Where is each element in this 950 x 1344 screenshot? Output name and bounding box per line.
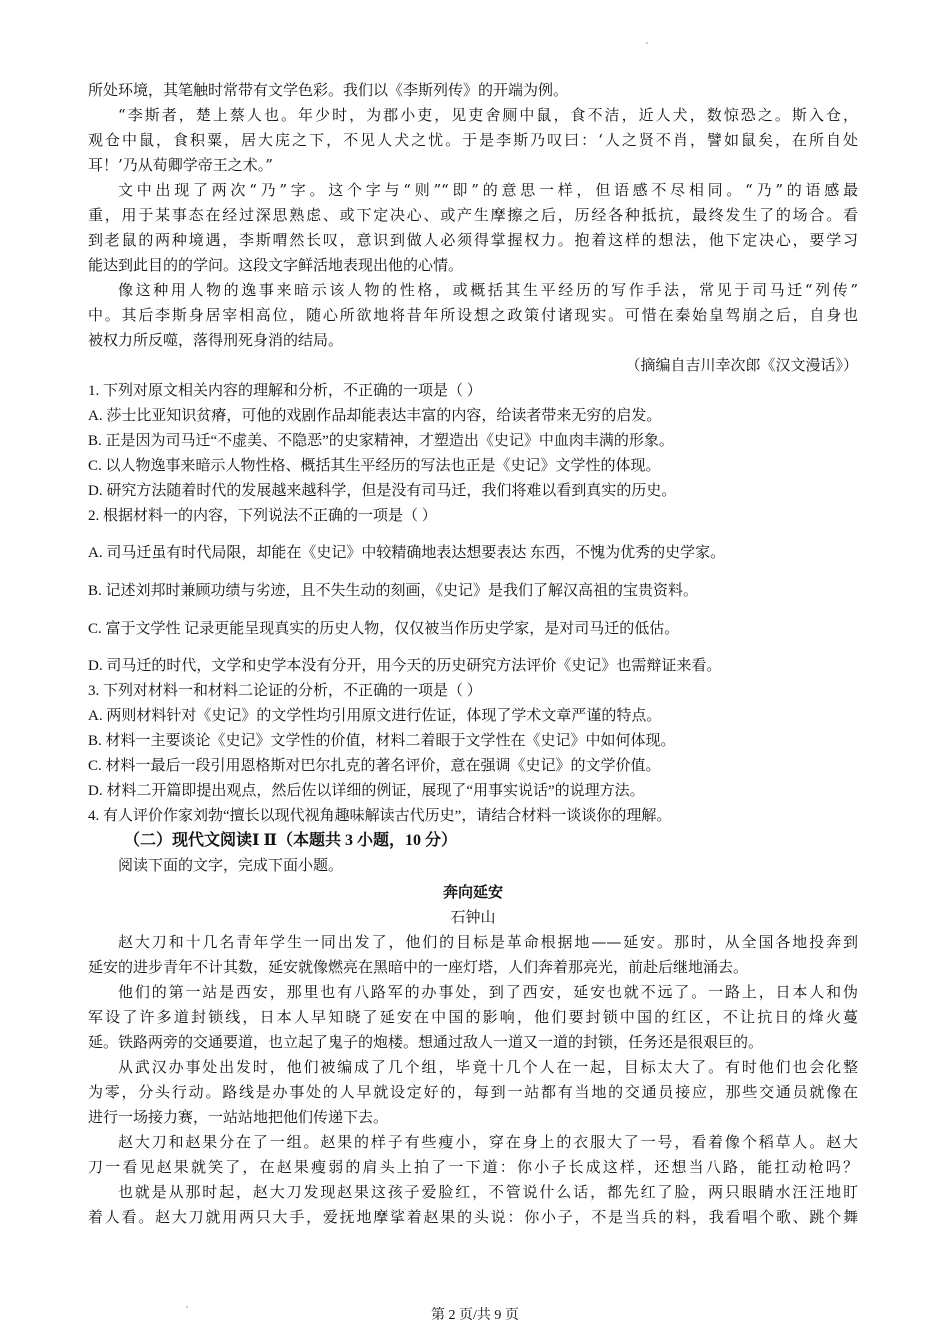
page-footer: 第 2 页/共 9 页	[431, 1308, 519, 1323]
question-option: D. 司马迁的时代，文学和史学本没有分开，用今天的历史研究方法评价《史记》也需辩证来看。	[88, 658, 722, 674]
question-option: B. 材料一主要谈论《史记》文学性的价值，材料二着眼于文学性在《史记》中如何体现。	[88, 733, 676, 749]
section-heading: （二）现代文阅读Ⅰ Ⅱ（本题共 3 小题，10 分）	[124, 832, 457, 849]
question-option: D. 研究方法随着时代的发展越来越科学，但是没有司马迁，我们将难以看到真实的历史。	[88, 483, 677, 499]
story-line: 也就是从那时起，赵大刀发现赵果这孩子爱脸红，不管说什么话，都先红了脸，两只眼睛水汪汪地盯	[118, 1183, 858, 1201]
question-option: A. 两则材料针对《史记》的文学性均引用原文进行佐证，体现了学术文章严谨的特点。	[88, 708, 662, 724]
story-line: 军设了许多道封锁线，日本人早知晓了延安在中国的影响，他们要封锁中国的红区，不让抗日的烽火蔓	[88, 1008, 858, 1026]
story-line: 为零，分头行动。路线是办事处的人早就设定好的，每到一站都有当地的交通员接应，那些交通员就像在	[88, 1083, 858, 1101]
passage-line: 能达到此目的的学问。这段文字鲜活地表现出他的心情。	[88, 256, 464, 274]
passage-line: 被权力所反噬，落得刑死身消的结局。	[88, 331, 344, 349]
question-stem: 4. 有人评价作家刘勃“擅长以现代视角趣味解读古代历史”，请结合材料一谈谈你的理解。	[88, 808, 672, 824]
story-line: 赵大刀和十几名青年学生一同出发了，他们的目标是革命根据地——延安。那时，从全国各地投奔到	[118, 933, 858, 951]
question-option: C. 以人物逸事来暗示人物性格、概括其生平经历的写法也正是《史记》文学性的体现。	[88, 458, 661, 474]
passage-line: 像这种用人物的逸事来暗示该人物的性格，或概括其生平经历的写作手法，常见于司马迁“列传”	[118, 281, 858, 299]
question-option: A. 莎士比亚知识贫瘠，可他的戏剧作品却能表达丰富的内容，给读者带来无穷的启发。	[88, 408, 662, 424]
scan-speck	[186, 1306, 188, 1308]
question-option: B. 记述刘邦时兼顾功绩与劣迹，且不失生动的刻画，《史记》是我们了解汉高祖的宝贵资料。	[88, 583, 699, 599]
story-line: 赵大刀和赵果分在了一组。赵果的样子有些瘦小，穿在身上的衣服大了一号，看着像个稻草人。赵大	[118, 1133, 858, 1151]
question-stem: 2. 根据材料一的内容，下列说法不正确的一项是（ ）	[88, 508, 437, 524]
story-line: 进行一场接力赛，一站站地把他们传递下去。	[88, 1108, 389, 1126]
passage-line: 观仓中鼠，食积粟，居大庑之下，不见人犬之忧。于是李斯乃叹曰：‘人之贤不肖，譬如鼠矣，在所自处	[88, 131, 858, 149]
story-line: 着人看。赵大刀就用两只大手，爱抚地摩挲着赵果的头说：你小子，不是当兵的料，我看唱个歌、跳个舞	[88, 1208, 858, 1226]
story-author: 石钟山	[450, 908, 496, 926]
question-option: D. 材料二开篇即提出观点，然后佐以详细的例证，展现了“用事实说话”的说理方法。	[88, 783, 645, 799]
question-option: A. 司马迁虽有时代局限，却能在《史记》中较精确地表达想要表达 东西，不愧为优秀的史学家。	[88, 545, 726, 561]
story-title: 奔向延安	[442, 883, 503, 901]
story-line: 延。铁路两旁的交通要道，也立起了鬼子的炮楼。想通过敌人一道又一道的封锁，任务还是很艰巨的。	[88, 1033, 764, 1051]
passage-line: 文中出现了两次“乃”字。这个字与“则”“即”的意思一样，但语感不尽相同。“乃”的语感最	[118, 181, 858, 199]
story-line: 他们的第一站是西安，那里也有八路军的办事处，到了西安，延安也就不远了。一路上，日本人和伪	[118, 983, 858, 1001]
question-option: B. 正是因为司马迁“不虚美、不隐恶”的史家精神，才塑造出《史记》中血肉丰满的形象。	[88, 433, 674, 449]
question-stem: 3. 下列对材料一和材料二论证的分析，不正确的一项是（ ）	[88, 683, 482, 699]
scan-speck	[646, 42, 648, 44]
story-line: 刀一看见赵果就笑了，在赵果瘦弱的肩头上拍了一下道：你小子长成这样，还想当八路，能扛动枪吗？	[88, 1158, 858, 1176]
citation: （摘编自吉川幸次郎《汉文漫话》）	[625, 356, 858, 374]
question-stem: 1. 下列对原文相关内容的理解和分析，不正确的一项是（ ）	[88, 383, 482, 399]
passage-line: 到老鼠的两种境遇，李斯喟然长叹，意识到做人必须得掌握权力。抱着这样的想法，他下定决心，要学习	[88, 231, 858, 249]
story-line: 延安的进步青年不计其数，延安就像燃亮在黑暗中的一座灯塔，人们奔着那亮光，前赴后继地涌去。	[88, 958, 749, 976]
question-option: C. 富于文学性 记录更能呈现真实的历史人物，仅仅被当作历史学家，是对司马迁的低估。	[88, 621, 680, 637]
question-option: C. 材料一最后一段引用恩格斯对巴尔扎克的著名评价，意在强调《史记》的文学价值。	[88, 758, 661, 774]
section-instruction: 阅读下面的文字，完成下面小题。	[118, 858, 344, 874]
story-line: 从武汉办事处出发时，他们被编成了几个组，毕竟十几个人在一起，目标太大了。有时他们也会化整	[118, 1058, 858, 1076]
passage-line: 重，用于某事态在经过深思熟虑、或下定决心、或产生摩擦之后，历经各种抵抗，最终发生了的场合。看	[88, 206, 858, 224]
passage-line: 所处环境，其笔触时常带有文学色彩。我们以《李斯列传》的开端为例。	[88, 81, 569, 99]
passage-line: 中。其后李斯身居宰相高位，随心所欲地将昔年所设想之政策付诸现实。可惜在秦始皇驾崩之后，自身也	[88, 306, 858, 324]
passage-line: “李斯者，楚上蔡人也。年少时，为郡小吏，见吏舍厕中鼠，食不洁，近人犬，数惊恐之。斯入仓，	[118, 106, 858, 124]
passage-line: 耳！’乃从荀卿学帝王之术。”	[88, 156, 273, 174]
